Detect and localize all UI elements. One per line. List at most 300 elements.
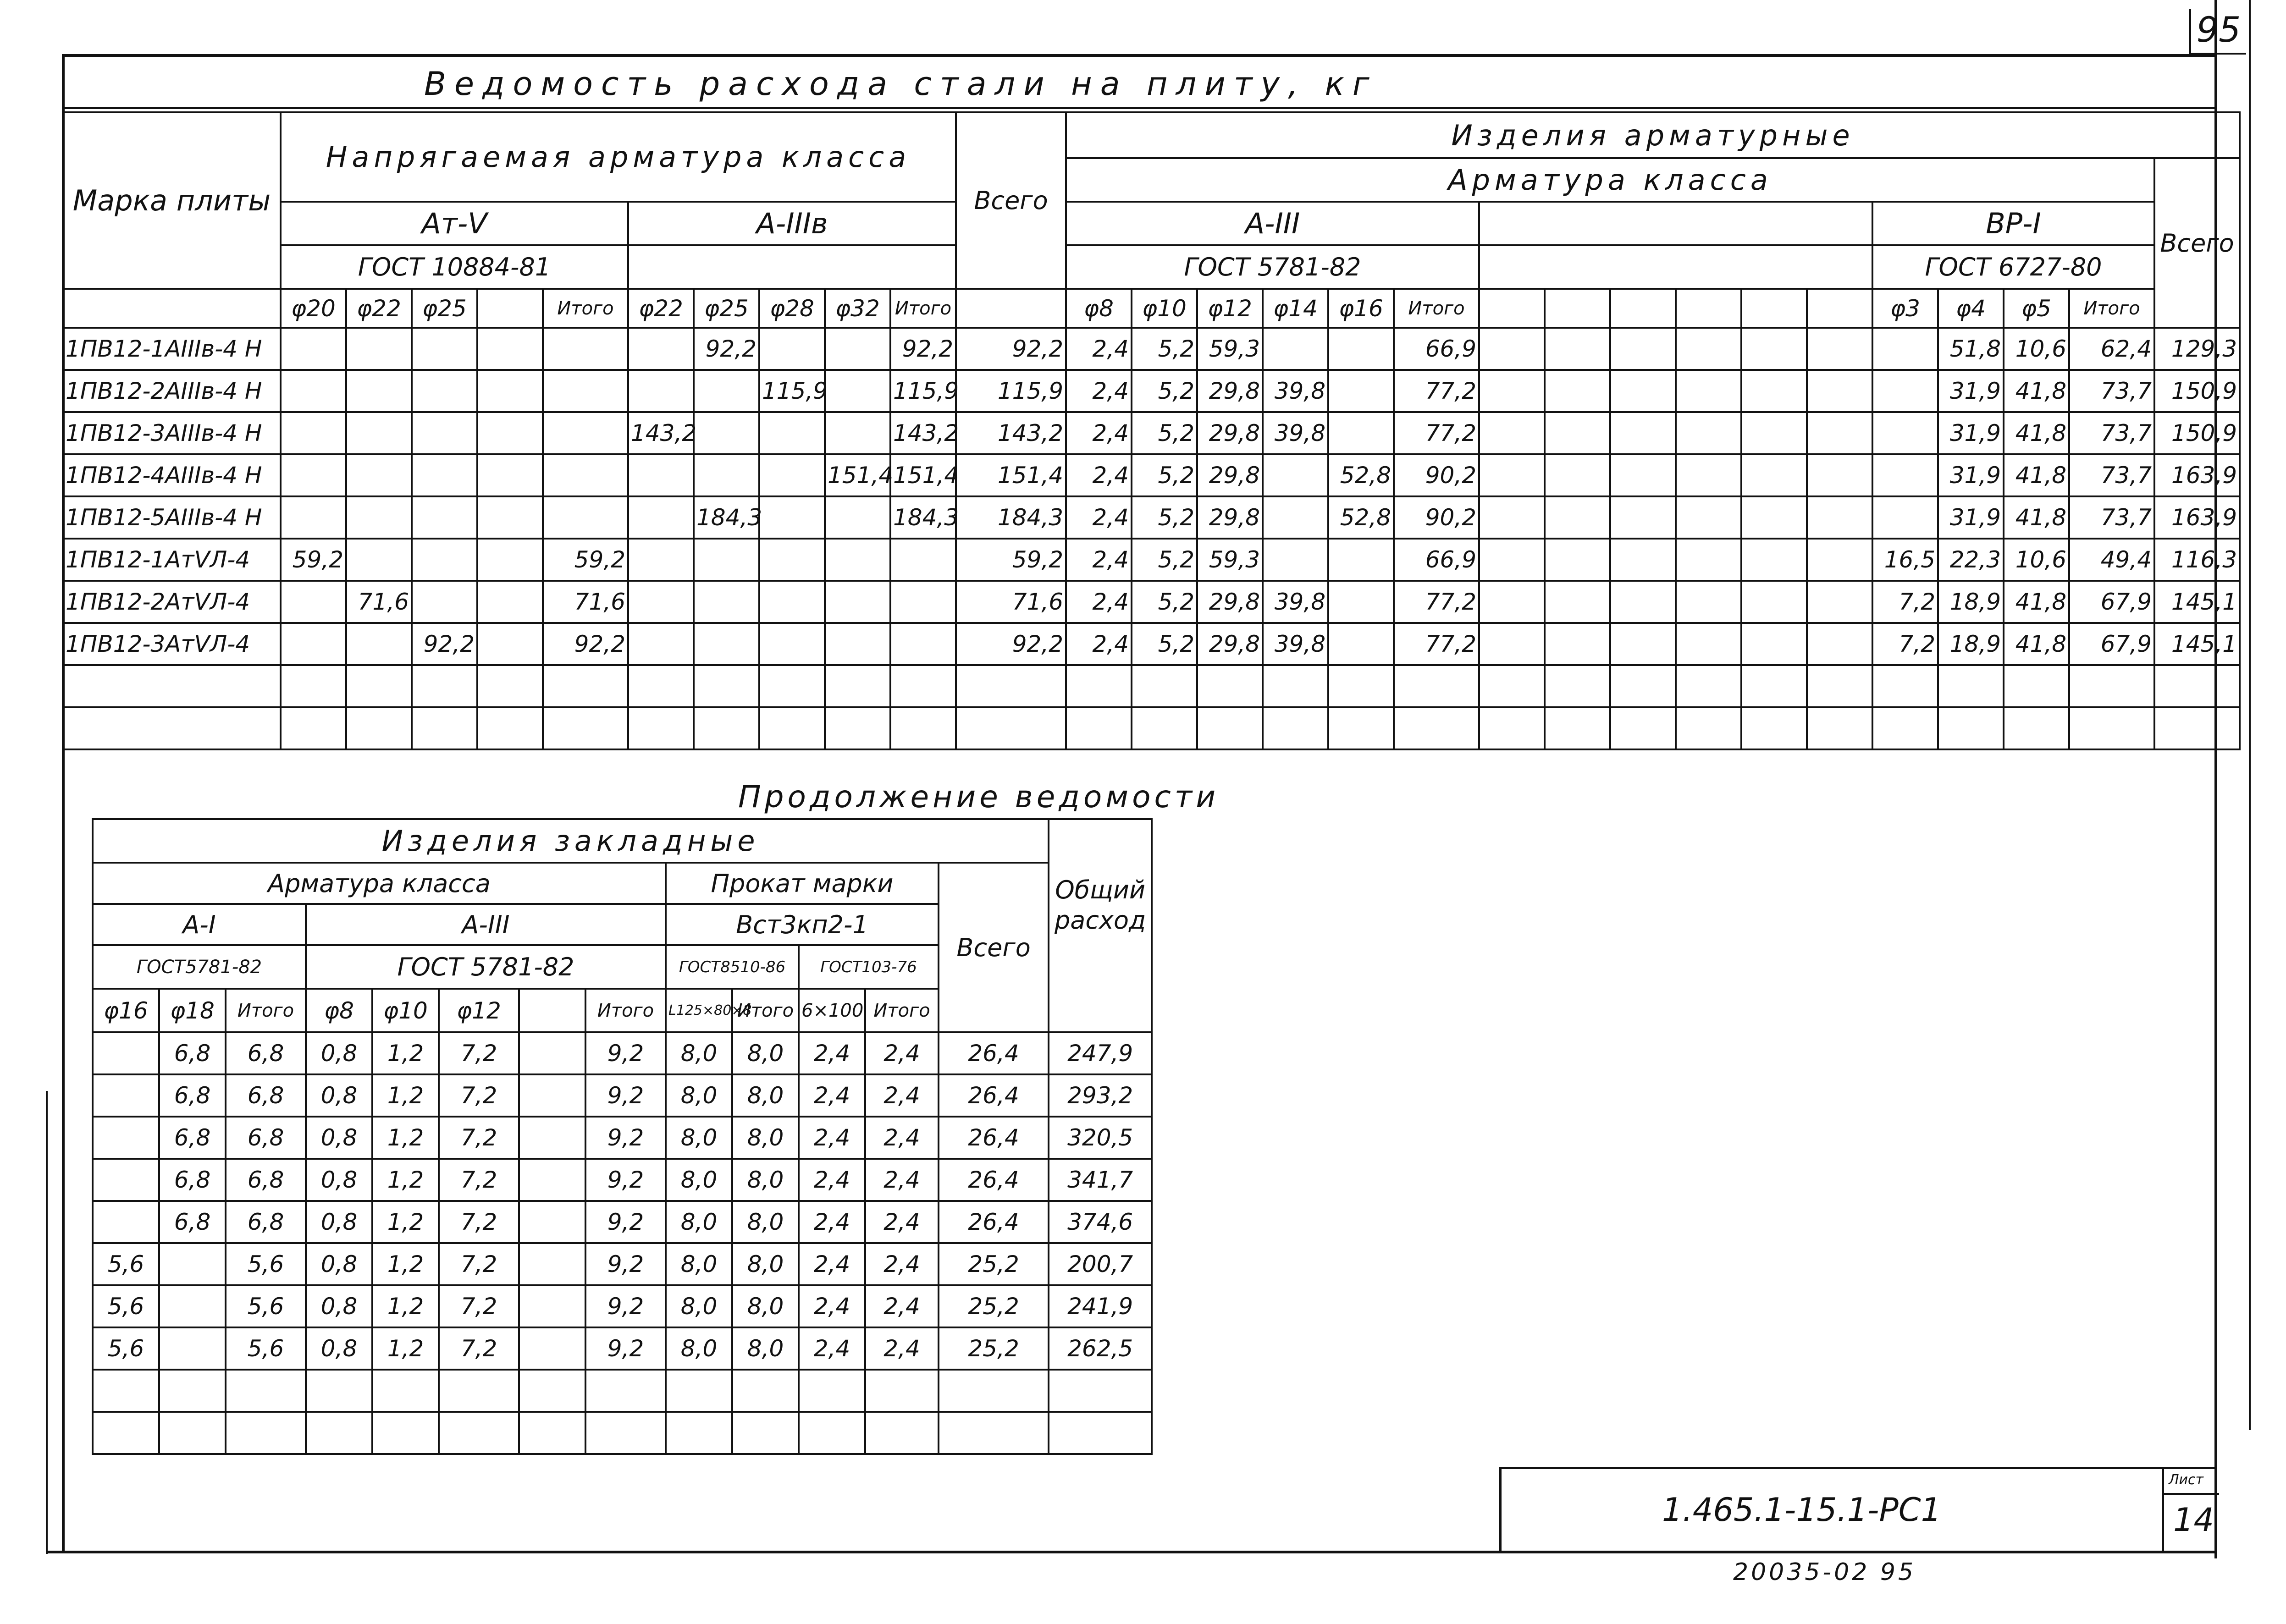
a3v-value	[694, 581, 759, 623]
vr1-value: 49,4	[2069, 539, 2154, 581]
blank-cell	[865, 1370, 939, 1412]
col-empty-2	[1610, 289, 1676, 328]
a1-value: 5,6	[226, 1285, 306, 1327]
table-row	[63, 496, 2240, 539]
blank-cell	[628, 707, 694, 749]
table-row	[93, 1117, 1152, 1159]
rolled-value: 8,0	[666, 1159, 732, 1201]
a3v-value	[628, 454, 694, 496]
a3-value: 59,3	[1197, 539, 1263, 581]
empty-value	[1676, 581, 1741, 623]
blank-cell	[226, 1412, 306, 1454]
empty-value	[1741, 581, 1807, 623]
plate-mark: 1ПВ12-2AтVЛ-4	[63, 581, 281, 623]
rolled-value: 8,0	[732, 1117, 799, 1159]
a3-value	[519, 1159, 585, 1201]
col-b-a3-2: φ12	[439, 989, 519, 1032]
at-value	[281, 496, 346, 539]
sheet-label: Лист	[2169, 1472, 2204, 1488]
blank-cell	[412, 665, 477, 707]
a3-value	[1263, 539, 1328, 581]
a3-value	[1328, 370, 1394, 412]
empty-value	[1479, 496, 1545, 539]
a1-value: 6,8	[226, 1201, 306, 1243]
at-value: 92,2	[543, 623, 628, 665]
embedded-total: 26,4	[939, 1117, 1049, 1159]
rolled-value: 8,0	[732, 1159, 799, 1201]
a3-value: 7,2	[439, 1327, 519, 1370]
a1-value: 5,6	[226, 1243, 306, 1285]
reinforcement-total: 145,1	[2154, 581, 2240, 623]
blank-cell	[519, 1370, 585, 1412]
empty-value	[1741, 454, 1807, 496]
a3v-value	[825, 328, 890, 370]
blank-cell	[759, 707, 825, 749]
a3-value: 5,2	[1132, 328, 1197, 370]
grand-total: 293,2	[1049, 1074, 1152, 1117]
empty-value	[1807, 370, 1872, 412]
table-row	[93, 1243, 1152, 1285]
at-value	[543, 328, 628, 370]
a3-value: 9,2	[585, 1285, 666, 1327]
vr1-value: 7,2	[1872, 623, 1938, 665]
rolled-value: 8,0	[666, 1285, 732, 1327]
plate-mark: 1ПВ12-5AIIIв-4 Н	[63, 496, 281, 539]
rolled-value: 8,0	[666, 1117, 732, 1159]
plate-mark: 1ПВ12-4AIIIв-4 Н	[63, 454, 281, 496]
at-value	[346, 412, 412, 454]
a1-value: 5,6	[93, 1285, 159, 1327]
a3-value: 5,2	[1132, 539, 1197, 581]
a3-value: 0,8	[306, 1243, 372, 1285]
empty-value	[1610, 496, 1676, 539]
col-strip: 6×100	[799, 989, 865, 1032]
a3-value	[1263, 496, 1328, 539]
empty-value	[1610, 328, 1676, 370]
blank-cell	[1197, 665, 1263, 707]
prestressed-total: 92,2	[956, 623, 1066, 665]
a1-value	[93, 1117, 159, 1159]
blank-cell	[159, 1412, 226, 1454]
rolled-value: 2,4	[799, 1074, 865, 1117]
reinforcement-total: 163,9	[2154, 454, 2240, 496]
blank-cell	[2154, 707, 2240, 749]
mark-header: Марка плиты	[63, 112, 281, 289]
blank-cell	[666, 1370, 732, 1412]
at-value	[346, 539, 412, 581]
a3-value: 90,2	[1394, 496, 1479, 539]
a1-value	[93, 1074, 159, 1117]
rolled-value: 8,0	[666, 1327, 732, 1370]
empty-value	[1479, 454, 1545, 496]
vr1-value: 67,9	[2069, 581, 2154, 623]
empty-value	[1741, 623, 1807, 665]
blank-cell	[1676, 665, 1741, 707]
a3-value	[519, 1285, 585, 1327]
a3v-value	[628, 539, 694, 581]
empty-value	[1807, 623, 1872, 665]
blank-row	[93, 1412, 1152, 1454]
empty-value	[1807, 539, 1872, 581]
group-a3: A-III	[1066, 202, 1479, 245]
col-at-1: φ22	[346, 289, 412, 328]
empty-value	[1545, 496, 1610, 539]
blank-cell	[825, 665, 890, 707]
blank-cell	[1197, 707, 1263, 749]
group-a3v: A-IIIв	[628, 202, 956, 245]
col-a3-2: φ12	[1197, 289, 1263, 328]
empty-value	[1479, 412, 1545, 454]
embedded-header: Изделия закладные	[93, 819, 1049, 863]
empty-value	[1741, 328, 1807, 370]
at-value: 59,2	[543, 539, 628, 581]
plate-mark: 1ПВ12-3AIIIв-4 Н	[63, 412, 281, 454]
table-row	[93, 1201, 1152, 1243]
rolled-value: 2,4	[799, 1032, 865, 1074]
a3-value: 39,8	[1263, 623, 1328, 665]
col-total-a: Итого	[732, 989, 799, 1032]
col-b-a3-0: φ8	[306, 989, 372, 1032]
table-row	[63, 454, 2240, 496]
blank-cell	[159, 1370, 226, 1412]
a3-value: 9,2	[585, 1032, 666, 1074]
a3-value: 2,4	[1066, 581, 1132, 623]
rolled-value: 8,0	[666, 1074, 732, 1117]
a3v-value	[628, 496, 694, 539]
empty-value	[1676, 539, 1741, 581]
a3v-value	[825, 581, 890, 623]
vr1-value	[1872, 412, 1938, 454]
col-a3v-3: φ32	[825, 289, 890, 328]
blank-cell	[759, 665, 825, 707]
rolled-value: 2,4	[865, 1032, 939, 1074]
blank-cell	[1872, 665, 1938, 707]
blank-cell	[93, 1412, 159, 1454]
blank-cell	[1328, 707, 1394, 749]
bottom-reinf-class-header: Арматура класса	[93, 863, 666, 904]
col-empty-3	[1676, 289, 1741, 328]
a3-value: 1,2	[372, 1074, 439, 1117]
vr1-value: 62,4	[2069, 328, 2154, 370]
a3-value: 2,4	[1066, 623, 1132, 665]
col-vr1-0: φ3	[1872, 289, 1938, 328]
a3-value: 59,3	[1197, 328, 1263, 370]
vr1-value: 41,8	[2004, 581, 2069, 623]
a3v-value: 115,9	[759, 370, 825, 412]
at-value	[477, 539, 543, 581]
at-value	[346, 370, 412, 412]
a1-value	[93, 1201, 159, 1243]
rolled-header: Прокат марки	[666, 863, 939, 904]
a3-value: 0,8	[306, 1159, 372, 1201]
a3-value: 29,8	[1197, 370, 1263, 412]
grand-total-header: Общий расход	[1049, 819, 1152, 1032]
total-col-spacer	[956, 289, 1066, 328]
a3-value	[519, 1117, 585, 1159]
blank-cell	[732, 1370, 799, 1412]
plate-mark: 1ПВ12-1AтVЛ-4	[63, 539, 281, 581]
vr1-value: 73,7	[2069, 496, 2154, 539]
a3-value: 1,2	[372, 1159, 439, 1201]
blank-cell	[694, 665, 759, 707]
grand-total: 241,9	[1049, 1285, 1152, 1327]
a1-value	[159, 1327, 226, 1370]
at-value	[543, 496, 628, 539]
grand-total: 247,9	[1049, 1032, 1152, 1074]
rolled-value: 2,4	[799, 1117, 865, 1159]
a1-value: 6,8	[226, 1159, 306, 1201]
rolled-value: 2,4	[865, 1074, 939, 1117]
a3-value: 0,8	[306, 1201, 372, 1243]
a3v-value	[628, 623, 694, 665]
a1-value	[93, 1032, 159, 1074]
vr1-value: 41,8	[2004, 412, 2069, 454]
a3v-value	[759, 454, 825, 496]
a3v-value	[694, 539, 759, 581]
reinf-items-header: Изделия арматурные	[1066, 112, 2240, 158]
blank-cell	[346, 707, 412, 749]
at-value	[281, 370, 346, 412]
vr1-value: 10,6	[2004, 328, 2069, 370]
a3-value: 29,8	[1197, 623, 1263, 665]
blank-cell	[1610, 707, 1676, 749]
at-value	[281, 454, 346, 496]
continuation-title: Продолжение ведомости	[738, 779, 1220, 815]
col-angle: L125×80×8	[666, 989, 732, 1032]
embedded-total: 26,4	[939, 1201, 1049, 1243]
rolled-value: 2,4	[799, 1159, 865, 1201]
a1-value: 5,6	[93, 1243, 159, 1285]
rolled-value: 8,0	[666, 1243, 732, 1285]
prestressed-total: 143,2	[956, 412, 1066, 454]
col-at-3	[477, 289, 543, 328]
a3-value: 77,2	[1394, 370, 1479, 412]
at-value	[346, 496, 412, 539]
bottom-gost-a3: ГОСТ 5781-82	[306, 945, 666, 989]
col-at-4: Итого	[543, 289, 628, 328]
total-header: Всего	[956, 112, 1066, 289]
a1-value: 5,6	[226, 1327, 306, 1370]
at-value	[346, 328, 412, 370]
col-a3-4: φ16	[1328, 289, 1394, 328]
a1-value: 6,8	[159, 1032, 226, 1074]
vr1-value	[1872, 328, 1938, 370]
empty-value	[1676, 328, 1741, 370]
reinforcement-total: 129,3	[2154, 328, 2240, 370]
blank-cell	[1132, 665, 1197, 707]
blank-cell	[1479, 707, 1545, 749]
rolled-value: 2,4	[865, 1285, 939, 1327]
vr1-value: 10,6	[2004, 539, 2069, 581]
blank-cell	[1263, 707, 1328, 749]
a3-value: 5,2	[1132, 370, 1197, 412]
a3-value: 7,2	[439, 1201, 519, 1243]
gost-vr1: ГОСТ 6727-80	[1872, 245, 2154, 289]
vr1-value: 41,8	[2004, 496, 2069, 539]
empty-value	[1610, 454, 1676, 496]
grand-total: 341,7	[1049, 1159, 1152, 1201]
blank-cell	[1545, 707, 1610, 749]
a3-value: 0,8	[306, 1327, 372, 1370]
a1-value	[159, 1243, 226, 1285]
empty-value	[1610, 412, 1676, 454]
a3-value: 39,8	[1263, 370, 1328, 412]
at-value	[346, 623, 412, 665]
empty-value	[1676, 623, 1741, 665]
a3-value: 2,4	[1066, 539, 1132, 581]
empty-value	[1807, 328, 1872, 370]
a3-value: 77,2	[1394, 412, 1479, 454]
vr1-value: 31,9	[1938, 496, 2004, 539]
blank-cell	[2069, 707, 2154, 749]
a3-value: 66,9	[1394, 539, 1479, 581]
a3-value: 1,2	[372, 1285, 439, 1327]
table-row	[93, 1159, 1152, 1201]
blank-cell	[1676, 707, 1741, 749]
prestressed-total: 92,2	[956, 328, 1066, 370]
a3-value: 1,2	[372, 1201, 439, 1243]
bottom-group-a3: A-III	[306, 904, 666, 945]
vr1-value: 31,9	[1938, 412, 2004, 454]
a3v-value: 143,2	[890, 412, 956, 454]
blank-cell	[412, 707, 477, 749]
sheet-cell	[2162, 1469, 2219, 1553]
at-value	[412, 328, 477, 370]
a3-value: 77,2	[1394, 581, 1479, 623]
blank-cell	[890, 665, 956, 707]
at-value	[412, 370, 477, 412]
blank-cell	[2154, 665, 2240, 707]
vr1-value: 31,9	[1938, 370, 2004, 412]
blank-cell	[1049, 1370, 1152, 1412]
a3-value: 2,4	[1066, 454, 1132, 496]
blank-cell	[628, 665, 694, 707]
a1-value: 6,8	[159, 1159, 226, 1201]
col-a3-5: Итого	[1394, 289, 1479, 328]
blank-row	[93, 1370, 1152, 1412]
blank-cell	[2004, 665, 2069, 707]
blank-cell	[799, 1412, 865, 1454]
at-value	[477, 328, 543, 370]
rolled-value: 8,0	[732, 1074, 799, 1117]
prestressed-header: Напрягаемая арматура класса	[281, 112, 956, 202]
reinforcement-total: 116,3	[2154, 539, 2240, 581]
rolled-value: 2,4	[865, 1243, 939, 1285]
blank-cell	[1872, 707, 1938, 749]
col-empty-4	[1741, 289, 1807, 328]
a1-value: 6,8	[226, 1032, 306, 1074]
blank-cell	[1741, 665, 1807, 707]
vr1-value: 18,9	[1938, 623, 2004, 665]
vr1-value: 18,9	[1938, 581, 2004, 623]
at-value	[281, 581, 346, 623]
a3-value	[519, 1243, 585, 1285]
sheet-number: 95	[2189, 9, 2246, 55]
col-a3v-0: φ22	[628, 289, 694, 328]
a3-value: 2,4	[1066, 412, 1132, 454]
at-value	[412, 581, 477, 623]
a3-value	[1263, 454, 1328, 496]
a3v-value	[759, 623, 825, 665]
a3-value: 7,2	[439, 1032, 519, 1074]
empty-value	[1545, 328, 1610, 370]
table-row	[63, 328, 2240, 370]
a3-value: 7,2	[439, 1117, 519, 1159]
a3v-value: 115,9	[890, 370, 956, 412]
empty-value	[1610, 581, 1676, 623]
blank-cell	[519, 1412, 585, 1454]
at-value	[477, 370, 543, 412]
sheet-divider	[2164, 1493, 2219, 1495]
blank-cell	[63, 707, 281, 749]
blank-cell	[93, 1370, 159, 1412]
frame-top	[62, 54, 2217, 57]
empty-value	[1676, 370, 1741, 412]
table-row	[63, 370, 2240, 412]
blank-cell	[732, 1412, 799, 1454]
a3-value	[1328, 623, 1394, 665]
a3-value: 0,8	[306, 1032, 372, 1074]
gost-at: ГОСТ 10884-81	[281, 245, 628, 289]
a3-value: 9,2	[585, 1117, 666, 1159]
blank-cell	[477, 665, 543, 707]
a3v-value: 184,3	[694, 496, 759, 539]
embedded-items-table	[92, 818, 1153, 1455]
a3-value: 52,8	[1328, 454, 1394, 496]
vr1-value: 41,8	[2004, 623, 2069, 665]
col-at-0: φ20	[281, 289, 346, 328]
vr1-value: 73,7	[2069, 454, 2154, 496]
gost-empty	[1479, 245, 1872, 289]
blank-cell	[306, 1370, 372, 1412]
blank-cell	[585, 1370, 666, 1412]
blank-cell	[439, 1370, 519, 1412]
vr1-value: 22,3	[1938, 539, 2004, 581]
blank-cell	[2069, 665, 2154, 707]
empty-value	[1479, 370, 1545, 412]
a3-value: 5,2	[1132, 412, 1197, 454]
empty-value	[1741, 412, 1807, 454]
blank-cell	[281, 707, 346, 749]
gost-a3: ГОСТ 5781-82	[1066, 245, 1479, 289]
a3-value: 2,4	[1066, 370, 1132, 412]
grand-total: 200,7	[1049, 1243, 1152, 1285]
blank-cell	[939, 1370, 1049, 1412]
rolled-value: 8,0	[732, 1327, 799, 1370]
blank-cell	[1807, 707, 1872, 749]
empty-value	[1807, 496, 1872, 539]
blank-cell	[825, 707, 890, 749]
empty-value	[1807, 454, 1872, 496]
blank-cell	[281, 665, 346, 707]
a3-value: 1,2	[372, 1032, 439, 1074]
rolled-value: 8,0	[732, 1243, 799, 1285]
a3-value: 9,2	[585, 1074, 666, 1117]
empty-value	[1807, 412, 1872, 454]
rolled-value: 8,0	[732, 1285, 799, 1327]
frame-right-outer	[2249, 0, 2251, 1430]
at-value	[477, 454, 543, 496]
blank-cell	[439, 1412, 519, 1454]
a3v-value	[825, 623, 890, 665]
at-value	[412, 539, 477, 581]
rolled-value: 2,4	[799, 1243, 865, 1285]
a3v-value	[694, 623, 759, 665]
a3v-value: 92,2	[890, 328, 956, 370]
rolled-value: 2,4	[865, 1201, 939, 1243]
prestressed-total: 184,3	[956, 496, 1066, 539]
a3v-value	[628, 581, 694, 623]
